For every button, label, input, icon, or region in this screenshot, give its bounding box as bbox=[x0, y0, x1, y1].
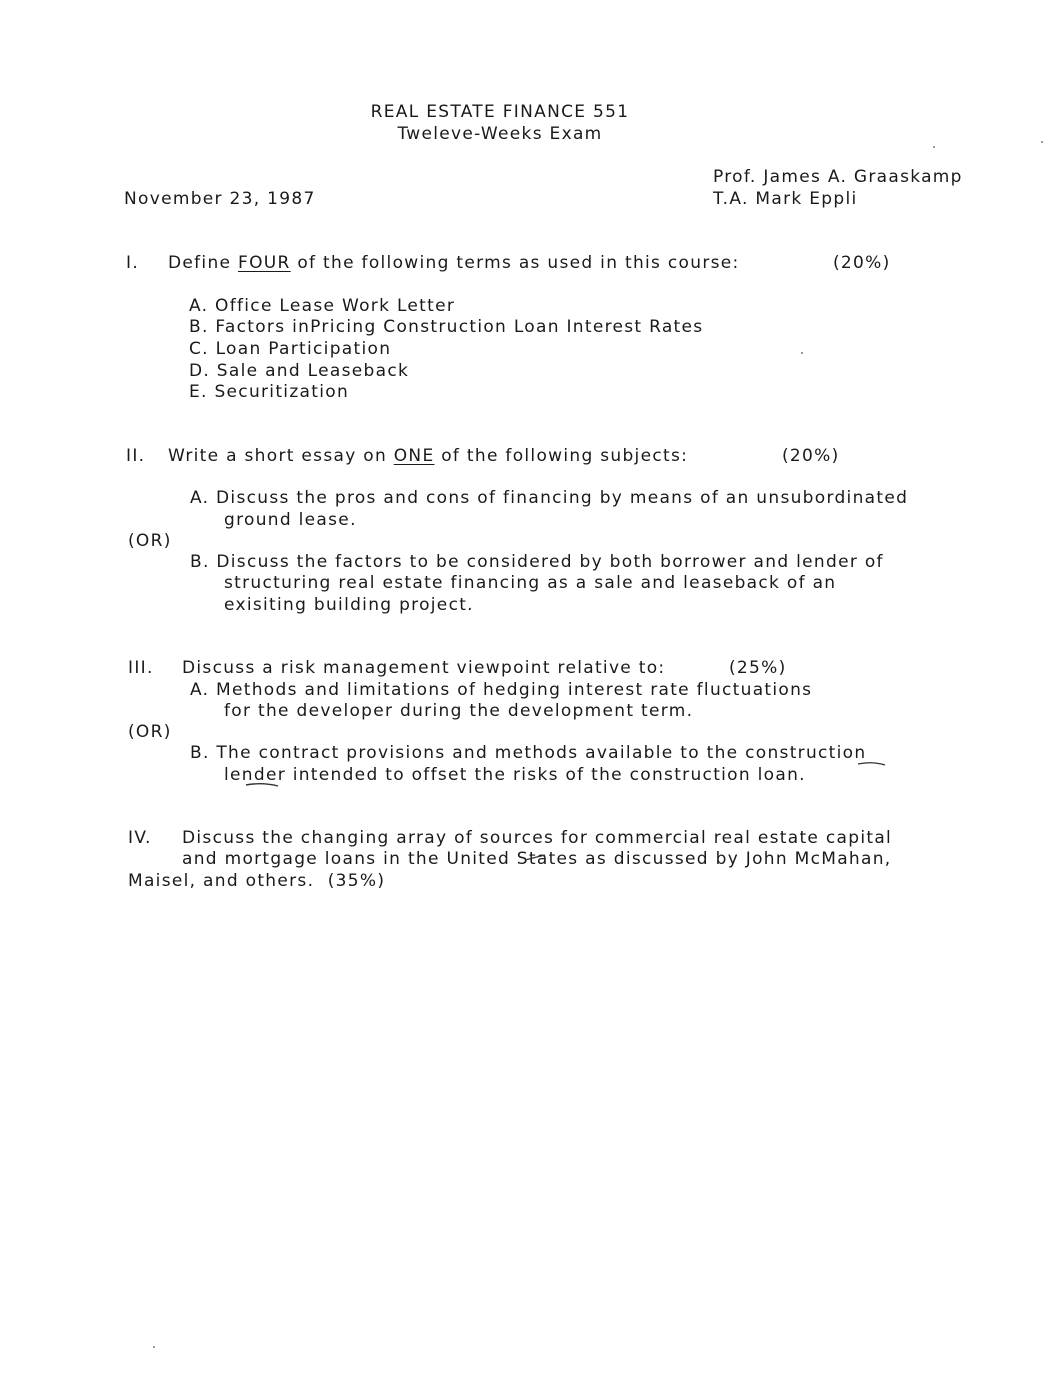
q1-term-e: E. Securitization bbox=[189, 382, 350, 402]
q3-option-b-line-1: B. The contract provisions and methods available to the construction bbox=[190, 743, 867, 763]
question-1-prompt bbox=[168, 253, 740, 273]
q1-term-b: B. Factors inPricing Construction Loan Interest Rates bbox=[189, 317, 704, 337]
professor-name: Prof. James A. Graaskamp bbox=[713, 167, 963, 187]
question-4-line-1: Discuss the changing array of sources for commercial real estate capital bbox=[182, 828, 893, 848]
q1-prefix: Define bbox=[168, 253, 232, 273]
q1-emphasis: FOUR bbox=[238, 253, 291, 273]
question-1-number: I. bbox=[126, 253, 140, 273]
q2-option-a-line-2: ground lease. bbox=[224, 510, 357, 530]
q2-option-b-line-2: structuring real estate financing as a sale and leaseback of an bbox=[224, 573, 837, 593]
exam-date: November 23, 1987 bbox=[124, 189, 316, 209]
course-title: REAL ESTATE FINANCE 551 bbox=[370, 102, 630, 122]
question-1-weight: (20%) bbox=[833, 253, 891, 273]
q2-emphasis: ONE bbox=[393, 446, 435, 466]
question-2-weight: (20%) bbox=[782, 446, 840, 466]
q1-term-c: C. Loan Participation bbox=[189, 339, 392, 359]
q1-term-d: D. Sale and Leaseback bbox=[189, 361, 410, 381]
q2-or-label: (OR) bbox=[128, 531, 172, 551]
q2-prefix: Write a short essay on bbox=[168, 446, 388, 466]
question-3-prompt: Discuss a risk management viewpoint relative to: bbox=[182, 658, 666, 678]
q2-option-a-line-1: A. Discuss the pros and cons of financing by means of an unsubordinated bbox=[190, 488, 909, 508]
q4-line-3-text: Maisel, and others. bbox=[128, 871, 315, 891]
scan-speck bbox=[801, 352, 803, 354]
question-4-line-3 bbox=[128, 871, 385, 891]
scan-speck bbox=[153, 1346, 155, 1348]
question-2-number: II. bbox=[126, 446, 146, 466]
q2-suffix: of the following subjects: bbox=[441, 446, 689, 466]
exam-subtitle: Tweleve-Weeks Exam bbox=[397, 124, 603, 144]
q1-suffix: of the following terms as used in this course: bbox=[297, 253, 740, 273]
question-2-prompt bbox=[168, 446, 688, 466]
question-4-number: IV. bbox=[128, 828, 152, 848]
q3-option-b-line-2: lender intended to offset the risks of the construction loan. bbox=[224, 765, 806, 785]
question-3-weight: (25%) bbox=[729, 658, 787, 678]
pen-underline-mark bbox=[858, 763, 885, 765]
q3-or-label: (OR) bbox=[128, 722, 172, 742]
scan-speck bbox=[1041, 141, 1043, 143]
question-4-line-2: and mortgage loans in the United States as discussed by John McMahan, bbox=[182, 849, 892, 869]
scan-speck bbox=[933, 146, 935, 148]
q3-option-a-line-2: for the developer during the development term. bbox=[224, 701, 694, 721]
q3-option-a-line-1: A. Methods and limitations of hedging interest rate fluctuations bbox=[190, 680, 813, 700]
question-3-number: III. bbox=[128, 658, 154, 678]
q2-option-b-line-1: B. Discuss the factors to be considered by both borrower and lender of bbox=[190, 552, 884, 572]
question-4-weight: (35%) bbox=[327, 871, 386, 891]
ta-name: T.A. Mark Eppli bbox=[713, 189, 858, 209]
q2-option-b-line-3: exisiting building project. bbox=[224, 595, 474, 615]
q1-term-a: A. Office Lease Work Letter bbox=[189, 296, 456, 316]
